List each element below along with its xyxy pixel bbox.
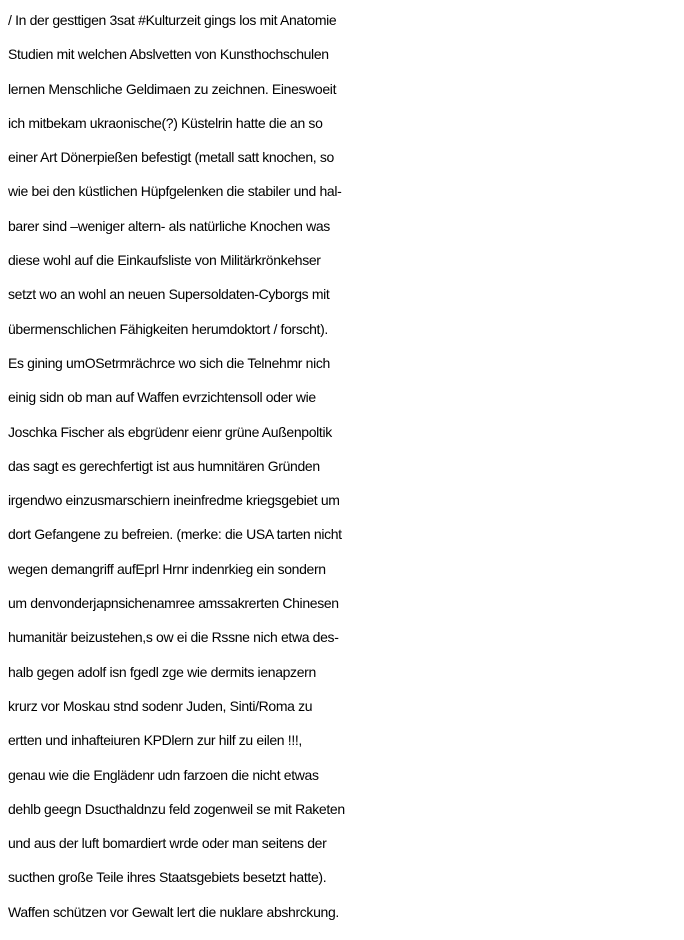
text-line: genau wie die Englädenr udn farzoen die nicht etwas — [8, 766, 319, 783]
text-line: um denvonderjapnsichenamree amssakrerten Chinesen — [8, 595, 339, 612]
text-line: Es gining umOSetrmrächrce wo sich die Telnehmr nich — [8, 354, 330, 371]
text-line: wegen demangriff aufEprl Hrnr indenrkieg ein sondern — [8, 560, 326, 577]
text-line: einig sidn ob man auf Waffen evrzichtensoll oder wie — [8, 389, 316, 406]
text-line: dort Gefangene zu befreien. (merke: die USA tarten nicht — [8, 526, 342, 543]
text-line: übermenschlichen Fähigkeiten herumdoktort / forscht). — [8, 320, 328, 337]
document-text — [8, 3, 684, 929]
text-line: Studien mit welchen Abslvetten von Kunsthochschulen — [8, 46, 329, 63]
text-line: und aus der luft bomardiert wrde oder man seitens der — [8, 835, 327, 852]
text-line: Joschka Fischer als ebgrüdenr eienr grüne Außenpoltik — [8, 423, 332, 440]
text-line: humanitär beizustehen,s ow ei die Rssne nich etwa des- — [8, 629, 339, 646]
text-line: setzt wo an wohl an neuen Supersoldaten-Cyborgs mit — [8, 286, 330, 303]
text-line: lernen Menschliche Geldimaen zu zeichnen. Eineswoeit — [8, 80, 337, 97]
text-line: ich mitbekam ukraonische(?) Küstelrin hatte die an so — [8, 114, 323, 131]
text-line: wie bei den küstlichen Hüpfgelenken die stabiler und hal- — [8, 183, 342, 200]
text-line: sucthen große Teile ihres Staatsgebiets besetzt hatte). — [8, 869, 327, 886]
text-line: das sagt es gerechfertigt ist aus humnitären Gründen — [8, 457, 320, 474]
text-line: dehlb geegn Dsucthaldnzu feld zogenweil se mit Raketen — [8, 800, 345, 817]
text-line: ertten und inhafteiuren KPDlern zur hilf zu eilen !!!, — [8, 732, 302, 749]
text-line: irgendwo einzusmarschiern ineinfredme kriegsgebiet um — [8, 492, 340, 509]
text-line: halb gegen adolf isn fgedl zge wie dermits ienapzern — [8, 663, 316, 680]
text-line: diese wohl auf die Einkaufsliste von Militärkrönkehser — [8, 252, 321, 269]
text-line: barer sind –weniger altern- als natürliche Knochen was — [8, 217, 330, 234]
text-line: / In der gesttigen 3sat #Kulturzeit gings los mit Anatomie — [8, 12, 337, 28]
text-line: einer Art Dönerpießen befestigt (metall satt knochen, so — [8, 149, 334, 166]
text-line: krurz vor Moskau stnd sodenr Juden, Sinti/Roma zu — [8, 697, 313, 714]
text-line: Waffen schützen vor Gewalt lert die nuklare abshrckung. — [8, 903, 339, 920]
